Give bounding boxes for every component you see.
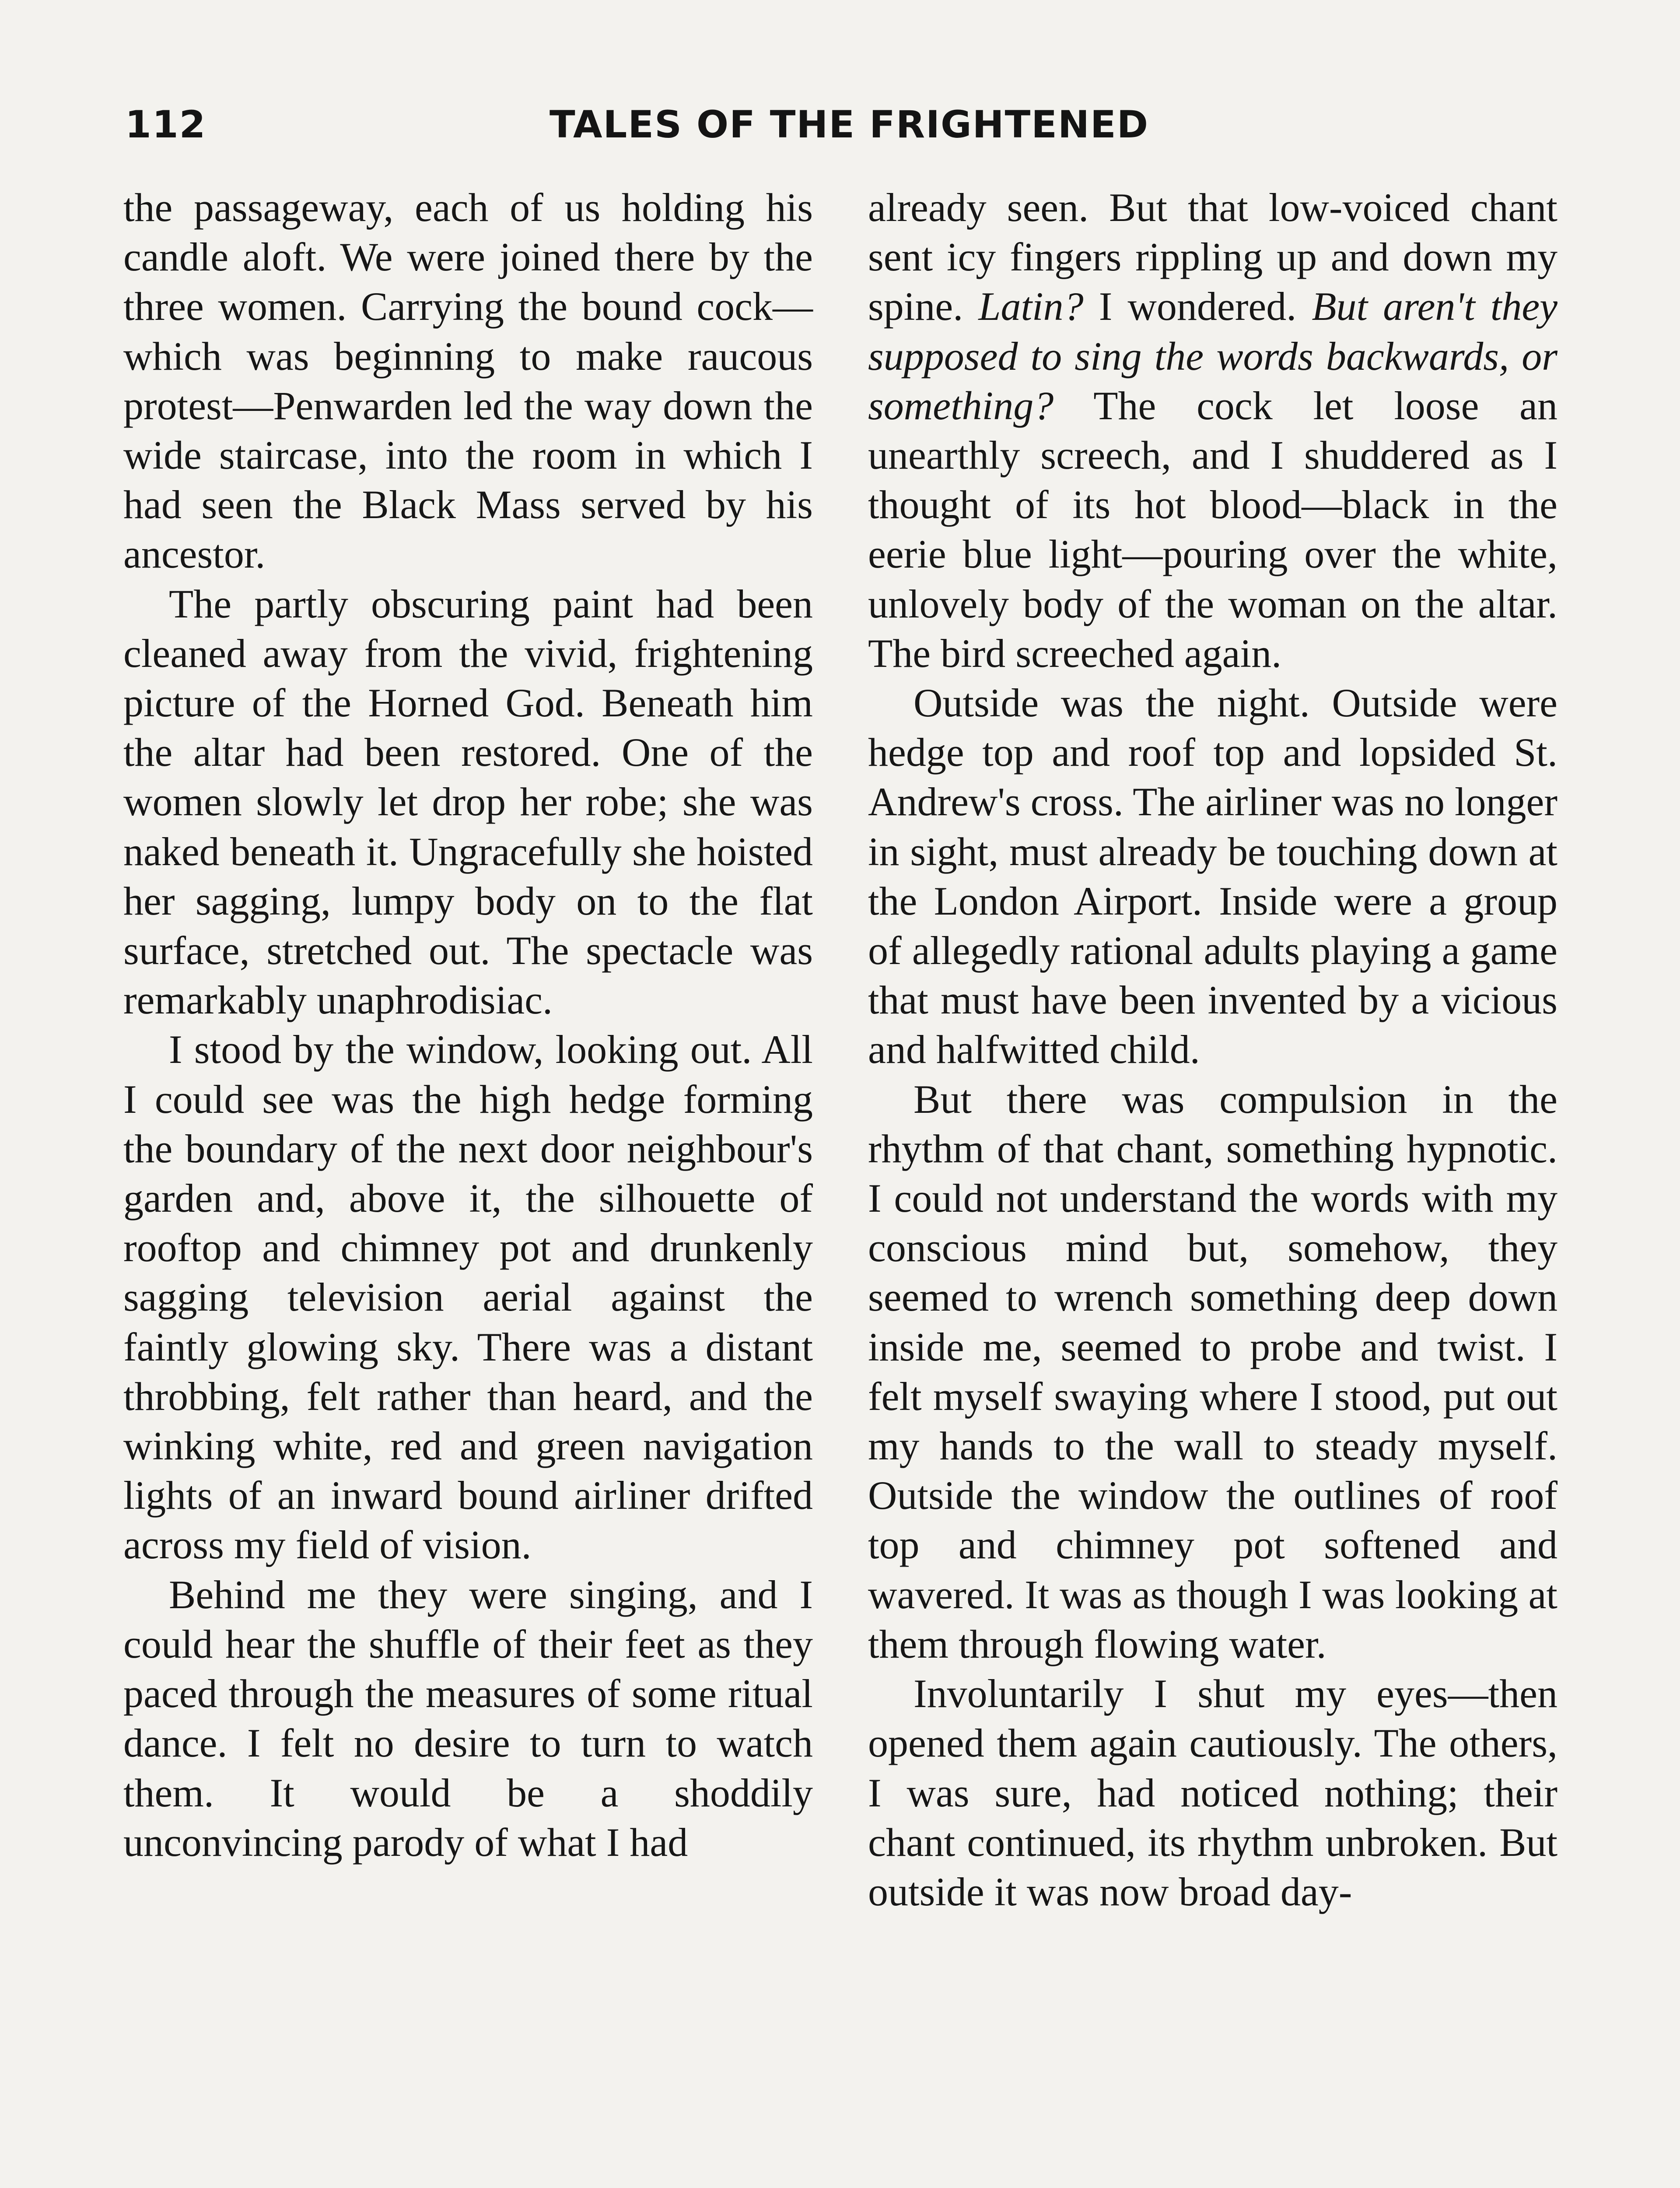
text-run: I wondered. [1083,284,1312,329]
page-number: 112 [125,103,206,147]
italic-text-run: But aren't they supposed to sing the words backwards, or something? [868,284,1558,428]
italic-text-run: Latin? [978,284,1084,329]
paragraph: Behind me they were singing, and I could hear the shuffle of their feet as they paced through the measures of some ritual dance. I felt no desire to turn to watch them. It would be a shoddily unconvincing parody of what I had [123,1572,813,1865]
running-title: TALES OF THE FRIGHTENED [550,103,1149,147]
right-text-column [868,183,1558,1917]
paragraph: The partly obscuring paint had been cleaned away from the vivid, frightening picture of the Horned God. Beneath him the altar had been restored. One of the women slowly let drop her robe; she was naked beneath it. Ungracefully she hoisted her sagging, lumpy body on to the flat surface, stretched out. The spectacle was remarkably unaphrodisiac. [123,581,813,1023]
paragraph: I stood by the window, looking out. All I could see was the high hedge forming the boundary of the next door neighbour's garden and, above it, the silhouette of rooftop and chimney pot and drunkenly sagging television aerial against the faintly glowing sky. There was a distant throbbing, felt rather than heard, and the winking white, red and green navigation lights of an inward bound airliner drifted across my field of vision. [123,1027,813,1567]
paragraph: But there was compulsion in the rhythm of that chant, something hypnotic. I could not understand the words with my conscious mind but, somehow, they seemed to wrench something deep down inside me, seemed to probe and twist. I felt myself swaying where I stood, put out my hands to the wall to steady myself. Outside the window the outlines of roof top and chimney pot softened and wavered. It was as though I was looking at them through flowing water. [868,1076,1558,1666]
paragraph [868,183,1558,678]
left-text-column [123,183,813,1867]
paragraph: Outside was the night. Outside were hedge top and roof top and lopsided St. Andrew's cross. The airliner was no longer in sight, must already be touching down at the London Airport. Inside were a group of allegedly rational adults playing a game that must have been invented by a vicious and halfwitted child. [868,680,1558,1072]
paragraph: Involuntarily I shut my eyes—then opened them again cautiously. The others, I was sure, had noticed nothing; their chant continued, its rhythm unbroken. But outside it was now broad day- [868,1671,1558,1914]
text-run: The cock let loose an unearthly screech, and I shuddered as I thought of its hot blood—black in the eerie blue light—pouring over the white, unlovely body of the woman on the altar. The bird screeched again. [868,383,1558,676]
text-run: already seen. But that low-voiced chant sent icy fingers rippling up and down my spine. [868,185,1558,329]
paragraph: the passageway, each of us holding his candle aloft. We were joined there by the three women. Carrying the bound cock—which was beginning to make raucous protest—Penwarden led the way down the wide staircase, into the room in which I had seen the Black Mass served by his ancestor. [123,185,813,577]
page-header [125,101,1564,153]
